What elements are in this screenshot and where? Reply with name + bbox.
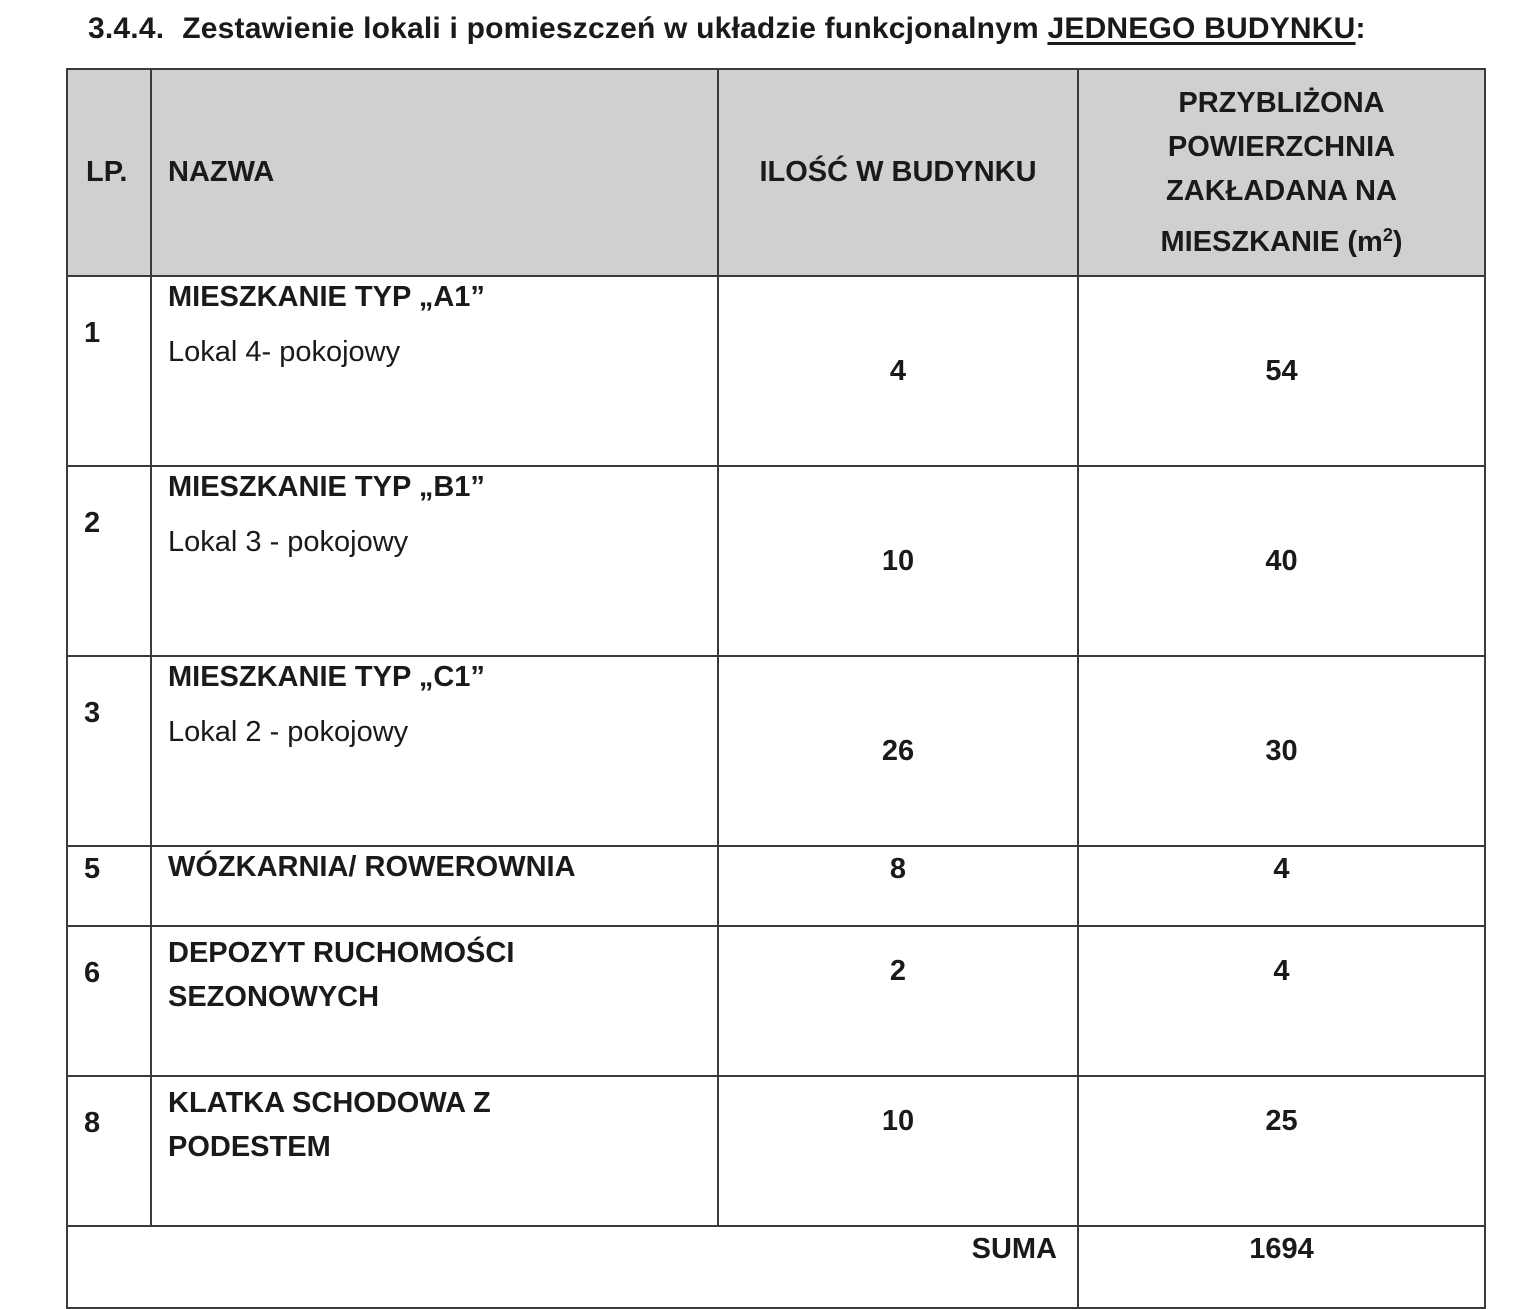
row-name — [151, 1076, 718, 1226]
row-name-line1: KLATKA SCHODOWA Z — [168, 1087, 491, 1119]
row-name-subtitle: Lokal 2 - pokojowy — [168, 716, 409, 748]
row-name-title: WÓZKARNIA/ ROWEROWNIA — [168, 851, 576, 883]
row-quantity: 4 — [718, 276, 1078, 466]
row-name-line2: PODESTEM — [168, 1131, 331, 1163]
table-row — [67, 1076, 1485, 1226]
header-name: NAZWA — [151, 69, 718, 276]
row-area: 40 — [1078, 466, 1485, 656]
row-quantity: 8 — [718, 846, 1078, 926]
table-row — [67, 846, 1485, 926]
row-quantity: 10 — [718, 1076, 1078, 1226]
header-area-line3: ZAKŁADANA NA — [1166, 175, 1397, 207]
header-area-close: ) — [1392, 226, 1403, 258]
premises-table — [66, 68, 1486, 1309]
table-row — [67, 656, 1485, 846]
row-name — [151, 276, 718, 466]
row-quantity: 10 — [718, 466, 1078, 656]
header-area-line1: PRZYBLIŻONA — [1178, 87, 1385, 119]
row-name — [151, 656, 718, 846]
row-name-title: MIESZKANIE TYP „B1” — [168, 471, 485, 503]
row-name-line2: SEZONOWYCH — [168, 981, 380, 1013]
row-area: 25 — [1078, 1076, 1485, 1226]
row-lp: 1 — [67, 276, 151, 466]
row-lp: 5 — [67, 846, 151, 926]
header-area-line4: MIESZKANIE (m — [1160, 226, 1383, 258]
row-name-line1: DEPOZYT RUCHOMOŚCI — [168, 937, 515, 969]
row-name — [151, 846, 718, 926]
row-lp: 2 — [67, 466, 151, 656]
row-name-title: MIESZKANIE TYP „C1” — [168, 661, 485, 693]
section-number: 3.4.4. — [88, 12, 165, 45]
row-lp: 8 — [67, 1076, 151, 1226]
header-lp: LP. — [67, 69, 151, 276]
section-heading — [88, 12, 1366, 46]
row-quantity: 2 — [718, 926, 1078, 1076]
row-name — [151, 466, 718, 656]
row-area: 30 — [1078, 656, 1485, 846]
row-name-subtitle: Lokal 4- pokojowy — [168, 336, 401, 368]
table-row — [67, 466, 1485, 656]
row-area: 4 — [1078, 846, 1485, 926]
row-quantity: 26 — [718, 656, 1078, 846]
row-name — [151, 926, 718, 1076]
row-area: 54 — [1078, 276, 1485, 466]
row-lp: 3 — [67, 656, 151, 846]
section-title-colon: : — [1355, 12, 1366, 45]
table-row — [67, 276, 1485, 466]
row-area: 4 — [1078, 926, 1485, 1076]
header-area-line2: POWIERZCHNIA — [1167, 131, 1396, 163]
header-area-superscript: 2 — [1382, 225, 1393, 245]
sum-row — [67, 1226, 1485, 1308]
table-row — [67, 926, 1485, 1076]
sum-label: SUMA — [67, 1226, 1078, 1308]
header-area — [1078, 69, 1485, 276]
sum-value: 1694 — [1078, 1226, 1485, 1308]
row-name-subtitle: Lokal 3 - pokojowy — [168, 526, 409, 558]
header-quantity: ILOŚĆ W BUDYNKU — [718, 69, 1078, 276]
row-name-title: MIESZKANIE TYP „A1” — [168, 281, 485, 313]
row-lp: 6 — [67, 926, 151, 1076]
table-header-row — [67, 69, 1485, 276]
section-title: Zestawienie lokali i pomieszczeń w układzie funkcjonalnym — [182, 12, 1039, 45]
section-title-emphasis: JEDNEGO BUDYNKU — [1047, 12, 1356, 45]
